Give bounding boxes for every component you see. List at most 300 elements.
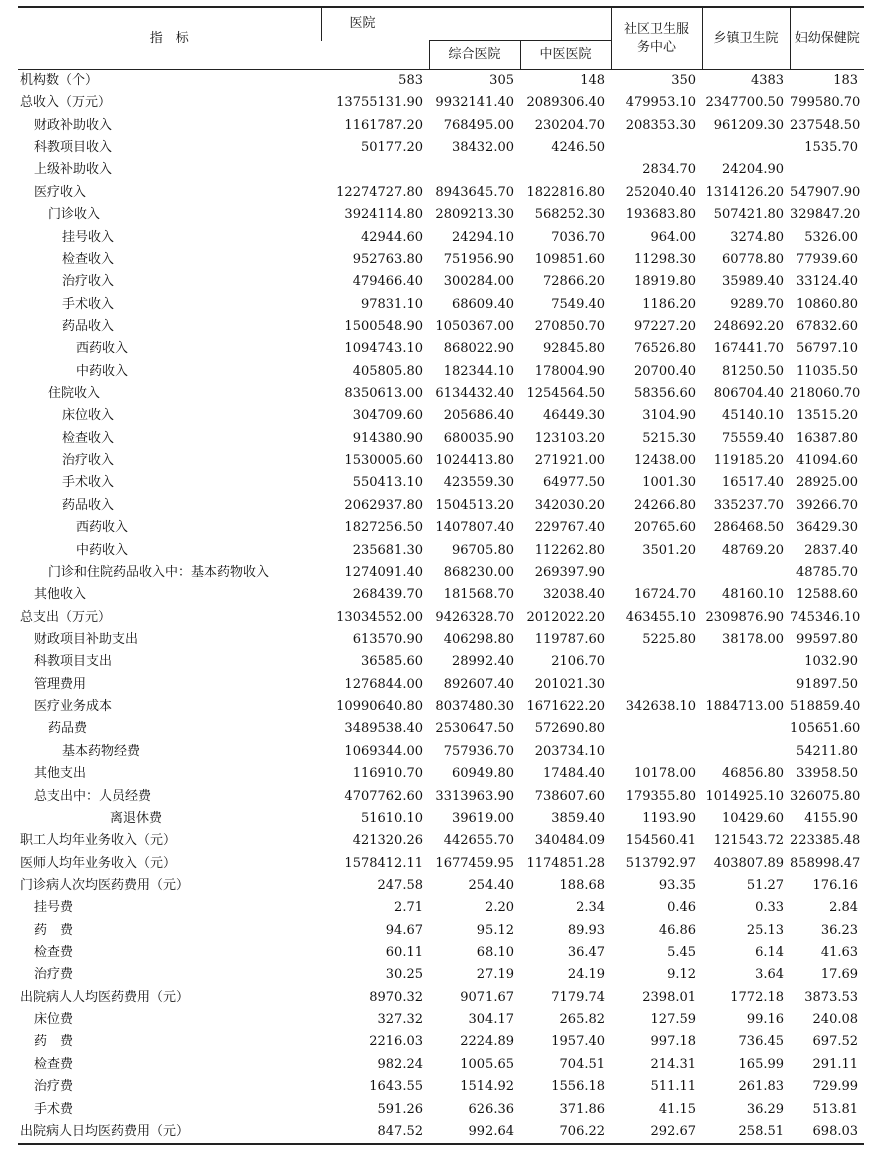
header-hospital-spacer — [321, 41, 429, 70]
cell-value: 176.16 — [812, 877, 859, 893]
cell-value: 36.47 — [567, 945, 606, 961]
cell-value: 511.11 — [650, 1079, 697, 1095]
cell-value: 67832.60 — [796, 318, 859, 334]
cell-value — [702, 741, 790, 763]
cell-value: 680035.90 — [443, 430, 514, 446]
table-row — [18, 115, 864, 137]
table-row — [18, 1009, 864, 1031]
cell-value: 304709.60 — [352, 408, 423, 424]
table-row — [18, 182, 864, 204]
row-label: 医疗业务成本 — [34, 699, 113, 715]
cell-value: 698.03 — [790, 1121, 864, 1144]
cell-value: 39619.00 — [451, 810, 514, 826]
table-row — [18, 70, 864, 93]
statistics-table-container — [18, 6, 864, 1145]
cell-value: 36429.30 — [796, 520, 859, 536]
cell-value: 1193.90 — [642, 810, 697, 826]
cell-value: 3274.80 — [730, 229, 785, 245]
row-label: 机构数（个） — [20, 73, 99, 88]
cell-value: 2809213.30 — [435, 207, 514, 223]
header-community-center: 社区卫生服务中心 — [611, 7, 702, 70]
cell-value: 123103.20 — [534, 430, 606, 446]
cell-value: 268439.70 — [352, 587, 423, 603]
table-row — [18, 249, 864, 271]
cell-value: 1032.90 — [804, 654, 859, 670]
table-row — [18, 696, 864, 718]
row-label: 科教项目支出 — [34, 654, 113, 670]
cell-value: 1772.18 — [730, 989, 785, 1005]
cell-value: 182344.10 — [443, 363, 514, 379]
table-row — [18, 786, 864, 808]
cell-value: 547907.90 — [790, 184, 861, 200]
row-label: 上级补助收入 — [34, 162, 113, 178]
cell-value: 121543.72 — [713, 833, 785, 849]
cell-value: 10178.00 — [634, 766, 697, 782]
table-row — [18, 562, 864, 584]
cell-value: 27.19 — [476, 967, 514, 983]
cell-value: 188.68 — [559, 877, 606, 893]
cell-value: 229767.40 — [534, 520, 606, 536]
cell-value: 9426328.70 — [435, 609, 514, 625]
cell-value: 167441.70 — [713, 341, 785, 357]
cell-value: 1254564.50 — [526, 386, 606, 402]
cell-value: 9932141.40 — [435, 95, 514, 111]
cell-value: 13755131.90 — [336, 95, 423, 111]
cell-value: 41.15 — [658, 1101, 697, 1117]
cell-value — [611, 562, 702, 584]
header-general-hospital: 综合医院 — [429, 41, 520, 70]
cell-value: 442655.70 — [443, 833, 514, 849]
row-label: 床位收入 — [62, 408, 115, 424]
cell-value — [702, 718, 790, 740]
cell-value: 3489538.40 — [344, 721, 423, 737]
cell-value: 706.22 — [520, 1121, 611, 1144]
table-row — [18, 271, 864, 293]
cell-value: 1005.65 — [460, 1056, 514, 1072]
cell-value: 92845.80 — [543, 341, 606, 357]
cell-value: 119787.60 — [534, 631, 606, 647]
cell-value: 4707762.60 — [344, 788, 423, 804]
cell-value: 335237.70 — [713, 497, 785, 513]
cell-value: 507421.80 — [713, 207, 785, 223]
cell-value: 181568.70 — [443, 587, 514, 603]
cell-value: 405805.80 — [352, 363, 423, 379]
row-label: 医疗收入 — [34, 184, 87, 200]
table-row — [18, 920, 864, 942]
cell-value: 154560.41 — [625, 833, 697, 849]
cell-value: 261.83 — [738, 1079, 785, 1095]
cell-value: 148 — [580, 73, 606, 88]
cell-value: 3859.40 — [551, 810, 606, 826]
cell-value: 16387.80 — [796, 430, 859, 446]
cell-value: 99.16 — [746, 1012, 785, 1028]
table-row — [18, 584, 864, 606]
cell-value: 3313963.90 — [435, 788, 514, 804]
table-row — [18, 472, 864, 494]
table-body — [18, 70, 864, 1145]
row-label: 手术费 — [34, 1101, 74, 1117]
cell-value: 2089306.40 — [526, 95, 606, 111]
cell-value: 36.29 — [746, 1101, 785, 1117]
cell-value: 39266.70 — [796, 497, 859, 513]
cell-value: 736.45 — [738, 1034, 785, 1050]
cell-value: 7549.40 — [551, 296, 606, 312]
table-row — [18, 987, 864, 1009]
cell-value: 64977.50 — [543, 475, 606, 491]
cell-value: 729.99 — [812, 1079, 859, 1095]
cell-value: 235681.30 — [352, 542, 423, 558]
cell-value: 403807.89 — [713, 855, 785, 871]
cell-value: 961209.30 — [713, 117, 785, 133]
cell-value: 2.20 — [485, 900, 514, 916]
table-row — [18, 674, 864, 696]
header-maternal-child: 妇幼保健院 — [790, 7, 864, 70]
row-label: 检查费 — [34, 1056, 74, 1072]
cell-value — [520, 159, 611, 181]
cell-value: 48160.10 — [722, 587, 785, 603]
cell-value: 1643.55 — [369, 1079, 423, 1095]
cell-value: 24204.90 — [722, 162, 785, 178]
row-label: 床位费 — [34, 1012, 74, 1028]
cell-value: 46.86 — [658, 922, 697, 938]
cell-value: 964.00 — [650, 229, 697, 245]
cell-value: 42944.60 — [360, 229, 423, 245]
row-label: 检查费 — [34, 945, 74, 961]
table-row — [18, 316, 864, 338]
cell-value: 768495.00 — [443, 117, 514, 133]
cell-value: 60778.80 — [722, 251, 785, 267]
cell-value — [702, 674, 790, 696]
cell-value: 223385.48 — [790, 833, 861, 849]
cell-value: 252040.40 — [625, 184, 697, 200]
cell-value: 5225.80 — [642, 631, 697, 647]
cell-value: 51610.10 — [360, 810, 423, 826]
cell-value: 2012022.20 — [526, 609, 606, 625]
cell-value: 982.24 — [377, 1056, 423, 1072]
row-label: 离退休费 — [110, 810, 163, 826]
cell-value: 1094743.10 — [344, 341, 423, 357]
cell-value: 95.12 — [476, 922, 514, 938]
table-row — [18, 204, 864, 226]
cell-value: 2106.70 — [551, 654, 606, 670]
row-label: 财政项目补助支出 — [34, 631, 139, 647]
cell-value: 36.23 — [820, 922, 859, 938]
cell-value: 1186.20 — [642, 296, 697, 312]
row-label: 治疗费 — [34, 1079, 74, 1095]
cell-value: 326075.80 — [790, 788, 861, 804]
cell-value: 17484.40 — [543, 766, 606, 782]
cell-value: 45140.10 — [722, 408, 785, 424]
cell-value: 1174851.28 — [526, 855, 606, 871]
cell-value: 11035.50 — [796, 363, 859, 379]
row-label: 门诊病人次均医药费用（元） — [20, 877, 190, 893]
row-label: 中药收入 — [76, 542, 129, 558]
cell-value: 2834.70 — [642, 162, 697, 178]
cell-value: 5326.00 — [804, 229, 859, 245]
cell-value: 613570.90 — [352, 631, 423, 647]
cell-value: 127.59 — [650, 1012, 697, 1028]
cell-value: 46856.80 — [722, 766, 785, 782]
cell-value: 7036.70 — [551, 229, 606, 245]
cell-value: 58356.60 — [634, 386, 697, 402]
cell-value: 60.11 — [385, 945, 423, 961]
cell-value: 1884713.00 — [705, 699, 785, 715]
cell-value: 291.11 — [812, 1056, 859, 1072]
cell-value: 371.86 — [559, 1101, 606, 1117]
cell-value: 41094.60 — [796, 453, 859, 469]
cell-value: 6.14 — [755, 945, 785, 961]
cell-value: 342030.20 — [534, 497, 606, 513]
cell-value — [611, 651, 702, 673]
cell-value: 583 — [398, 73, 423, 88]
cell-value: 738607.60 — [534, 788, 606, 804]
cell-value: 93.35 — [658, 877, 697, 893]
row-label: 治疗收入 — [62, 274, 115, 290]
cell-value: 463455.10 — [625, 609, 697, 625]
cell-value: 513792.97 — [625, 855, 697, 871]
cell-value: 1276844.00 — [344, 676, 423, 692]
cell-value: 165.99 — [738, 1056, 785, 1072]
cell-value: 41.63 — [820, 945, 859, 961]
cell-value: 305 — [489, 73, 514, 88]
cell-value: 112262.80 — [534, 542, 606, 558]
cell-value: 799580.70 — [790, 95, 861, 111]
cell-value: 0.46 — [667, 900, 697, 916]
cell-value: 914380.90 — [352, 430, 423, 446]
table-row — [18, 450, 864, 472]
cell-value: 270850.70 — [534, 318, 606, 334]
row-label: 挂号收入 — [62, 229, 115, 245]
table-row — [18, 718, 864, 740]
cell-value: 0.33 — [755, 900, 785, 916]
cell-value: 2837.40 — [804, 542, 859, 558]
row-label: 检查收入 — [62, 430, 115, 446]
cell-value: 91897.50 — [796, 676, 859, 692]
row-label: 出院病人日均医药费用（元） — [18, 1121, 321, 1144]
cell-value: 2.71 — [394, 900, 423, 916]
row-label: 职工人均年业务收入（元） — [20, 833, 177, 849]
table-row — [18, 405, 864, 427]
cell-value: 1530005.60 — [344, 453, 423, 469]
cell-value: 1556.18 — [551, 1079, 606, 1095]
cell-value: 13515.20 — [796, 408, 859, 424]
table-row — [18, 159, 864, 181]
cell-value: 35989.40 — [722, 274, 785, 290]
cell-value: 51.27 — [746, 877, 785, 893]
header-township-center: 乡镇卫生院 — [702, 7, 790, 70]
cell-value: 81250.50 — [722, 363, 785, 379]
cell-value: 2.84 — [829, 900, 859, 916]
cell-value: 38178.00 — [722, 631, 785, 647]
row-label: 总支出（万元） — [20, 609, 112, 625]
cell-value: 16724.70 — [634, 587, 697, 603]
cell-value: 1500548.90 — [344, 318, 423, 334]
cell-value: 1822816.80 — [526, 184, 606, 200]
row-label: 药 费 — [34, 1034, 74, 1050]
cell-value: 2530647.50 — [435, 721, 514, 737]
cell-value — [702, 651, 790, 673]
table-row — [18, 875, 864, 897]
table-row — [18, 741, 864, 763]
cell-value: 1957.40 — [551, 1034, 606, 1050]
cell-value: 183 — [833, 73, 859, 88]
cell-value: 11298.30 — [634, 251, 697, 267]
table-row — [18, 517, 864, 539]
cell-value: 997.18 — [650, 1034, 697, 1050]
table-row — [18, 1076, 864, 1098]
cell-value: 68609.40 — [451, 296, 514, 312]
cell-value: 1578412.11 — [344, 855, 423, 871]
cell-value: 1514.92 — [460, 1079, 514, 1095]
hospital-finance-table — [18, 6, 864, 1145]
cell-value: 28992.40 — [451, 654, 514, 670]
table-row — [18, 1099, 864, 1121]
cell-value: 1407807.40 — [435, 520, 514, 536]
row-label: 基本药物经费 — [62, 743, 141, 759]
table-row — [18, 897, 864, 919]
cell-value: 952763.80 — [352, 251, 423, 267]
cell-value: 421320.26 — [352, 833, 423, 849]
cell-value: 342638.10 — [625, 699, 697, 715]
row-label: 财政补助收入 — [34, 117, 113, 133]
cell-value: 350 — [671, 73, 697, 88]
cell-value: 24294.10 — [451, 229, 514, 245]
cell-value: 572690.80 — [534, 721, 606, 737]
table-row — [18, 853, 864, 875]
row-label: 其他收入 — [34, 587, 87, 603]
cell-value: 97831.10 — [360, 296, 423, 312]
cell-value: 751956.90 — [443, 251, 514, 267]
cell-value: 201021.30 — [534, 676, 606, 692]
cell-value: 406298.80 — [443, 631, 514, 647]
table-row — [18, 629, 864, 651]
row-label: 药品费 — [48, 721, 88, 737]
cell-value: 292.67 — [611, 1121, 702, 1144]
row-label: 住院收入 — [48, 386, 101, 402]
cell-value: 109851.60 — [534, 251, 606, 267]
cell-value: 193683.80 — [625, 207, 697, 223]
cell-value: 205686.40 — [443, 408, 514, 424]
cell-value: 56797.10 — [796, 341, 859, 357]
cell-value: 550413.10 — [352, 475, 423, 491]
table-row — [18, 338, 864, 360]
header-indicator: 指 标 — [18, 7, 321, 70]
cell-value: 248692.20 — [713, 318, 785, 334]
row-label: 门诊收入 — [48, 207, 101, 223]
cell-value: 1069344.00 — [344, 743, 423, 759]
cell-value: 10429.60 — [722, 810, 785, 826]
row-label: 医师人均年业务收入（元） — [20, 855, 177, 871]
cell-value: 2216.03 — [369, 1034, 423, 1050]
cell-value: 28925.00 — [796, 475, 859, 491]
cell-value: 48785.70 — [796, 564, 859, 580]
row-label: 检查收入 — [62, 251, 115, 267]
row-label: 药 费 — [34, 922, 74, 938]
cell-value — [611, 674, 702, 696]
cell-value: 105651.60 — [790, 721, 861, 737]
cell-value: 265.82 — [559, 1012, 606, 1028]
cell-value: 868022.90 — [443, 341, 514, 357]
row-label: 西药收入 — [76, 341, 129, 357]
cell-value: 423559.30 — [443, 475, 514, 491]
cell-value: 3873.53 — [804, 989, 859, 1005]
cell-value: 697.52 — [812, 1034, 859, 1050]
cell-value: 13034552.00 — [336, 609, 423, 625]
cell-value: 304.17 — [468, 1012, 514, 1028]
cell-value: 8037480.30 — [435, 699, 514, 715]
cell-value: 4155.90 — [804, 810, 859, 826]
cell-value: 3924114.80 — [344, 207, 423, 223]
row-label: 挂号费 — [34, 900, 74, 916]
cell-value: 1274091.40 — [344, 564, 423, 580]
cell-value: 10990640.80 — [336, 699, 423, 715]
row-label: 西药收入 — [76, 520, 129, 536]
cell-value: 10860.80 — [796, 296, 859, 312]
table-row — [18, 651, 864, 673]
cell-value: 2398.01 — [642, 989, 697, 1005]
cell-value — [702, 137, 790, 159]
cell-value: 704.51 — [559, 1056, 606, 1072]
cell-value: 992.64 — [429, 1121, 520, 1144]
cell-value: 18919.80 — [634, 274, 697, 290]
row-label: 治疗收入 — [62, 453, 115, 469]
cell-value: 16517.40 — [722, 475, 785, 491]
cell-value: 518859.40 — [790, 699, 861, 715]
cell-value: 72866.20 — [543, 274, 606, 290]
table-row — [18, 361, 864, 383]
cell-value: 8350613.00 — [344, 386, 423, 402]
cell-value: 30.25 — [385, 967, 423, 983]
cell-value: 2309876.90 — [705, 609, 785, 625]
header-tcm-hospital: 中医医院 — [520, 41, 611, 70]
cell-value: 254.40 — [468, 877, 514, 893]
row-label: 中药收入 — [76, 363, 129, 379]
cell-value: 214.31 — [650, 1056, 697, 1072]
cell-value: 77939.60 — [796, 251, 859, 267]
table-row — [18, 294, 864, 316]
cell-value: 9.12 — [667, 967, 697, 983]
cell-value — [611, 137, 702, 159]
cell-value: 806704.40 — [713, 386, 785, 402]
table-row — [18, 763, 864, 785]
cell-value: 868230.00 — [443, 564, 514, 580]
table-row — [18, 830, 864, 852]
cell-value: 203734.10 — [534, 743, 606, 759]
header-hospital: 医院 — [321, 7, 611, 41]
cell-value: 237548.50 — [790, 117, 861, 133]
row-label: 手术收入 — [62, 475, 115, 491]
cell-value: 2.34 — [576, 900, 606, 916]
cell-value: 1050367.00 — [435, 318, 514, 334]
cell-value: 1161787.20 — [344, 117, 423, 133]
cell-value: 99597.80 — [796, 631, 859, 647]
cell-value: 24266.80 — [634, 497, 697, 513]
cell-value: 1504513.20 — [435, 497, 514, 513]
cell-value: 5215.30 — [642, 430, 697, 446]
cell-value: 208353.30 — [625, 117, 697, 133]
cell-value: 1314126.20 — [705, 184, 785, 200]
cell-value: 36585.60 — [360, 654, 423, 670]
cell-value: 60949.80 — [451, 766, 514, 782]
cell-value: 1677459.95 — [435, 855, 514, 871]
cell-value: 20700.40 — [634, 363, 697, 379]
row-label: 总支出中：人员经费 — [34, 788, 152, 804]
cell-value: 38432.00 — [451, 140, 514, 156]
cell-value: 218060.70 — [790, 386, 861, 402]
cell-value: 1671622.20 — [526, 699, 606, 715]
cell-value: 3104.90 — [642, 408, 697, 424]
cell-value: 20765.60 — [634, 520, 697, 536]
